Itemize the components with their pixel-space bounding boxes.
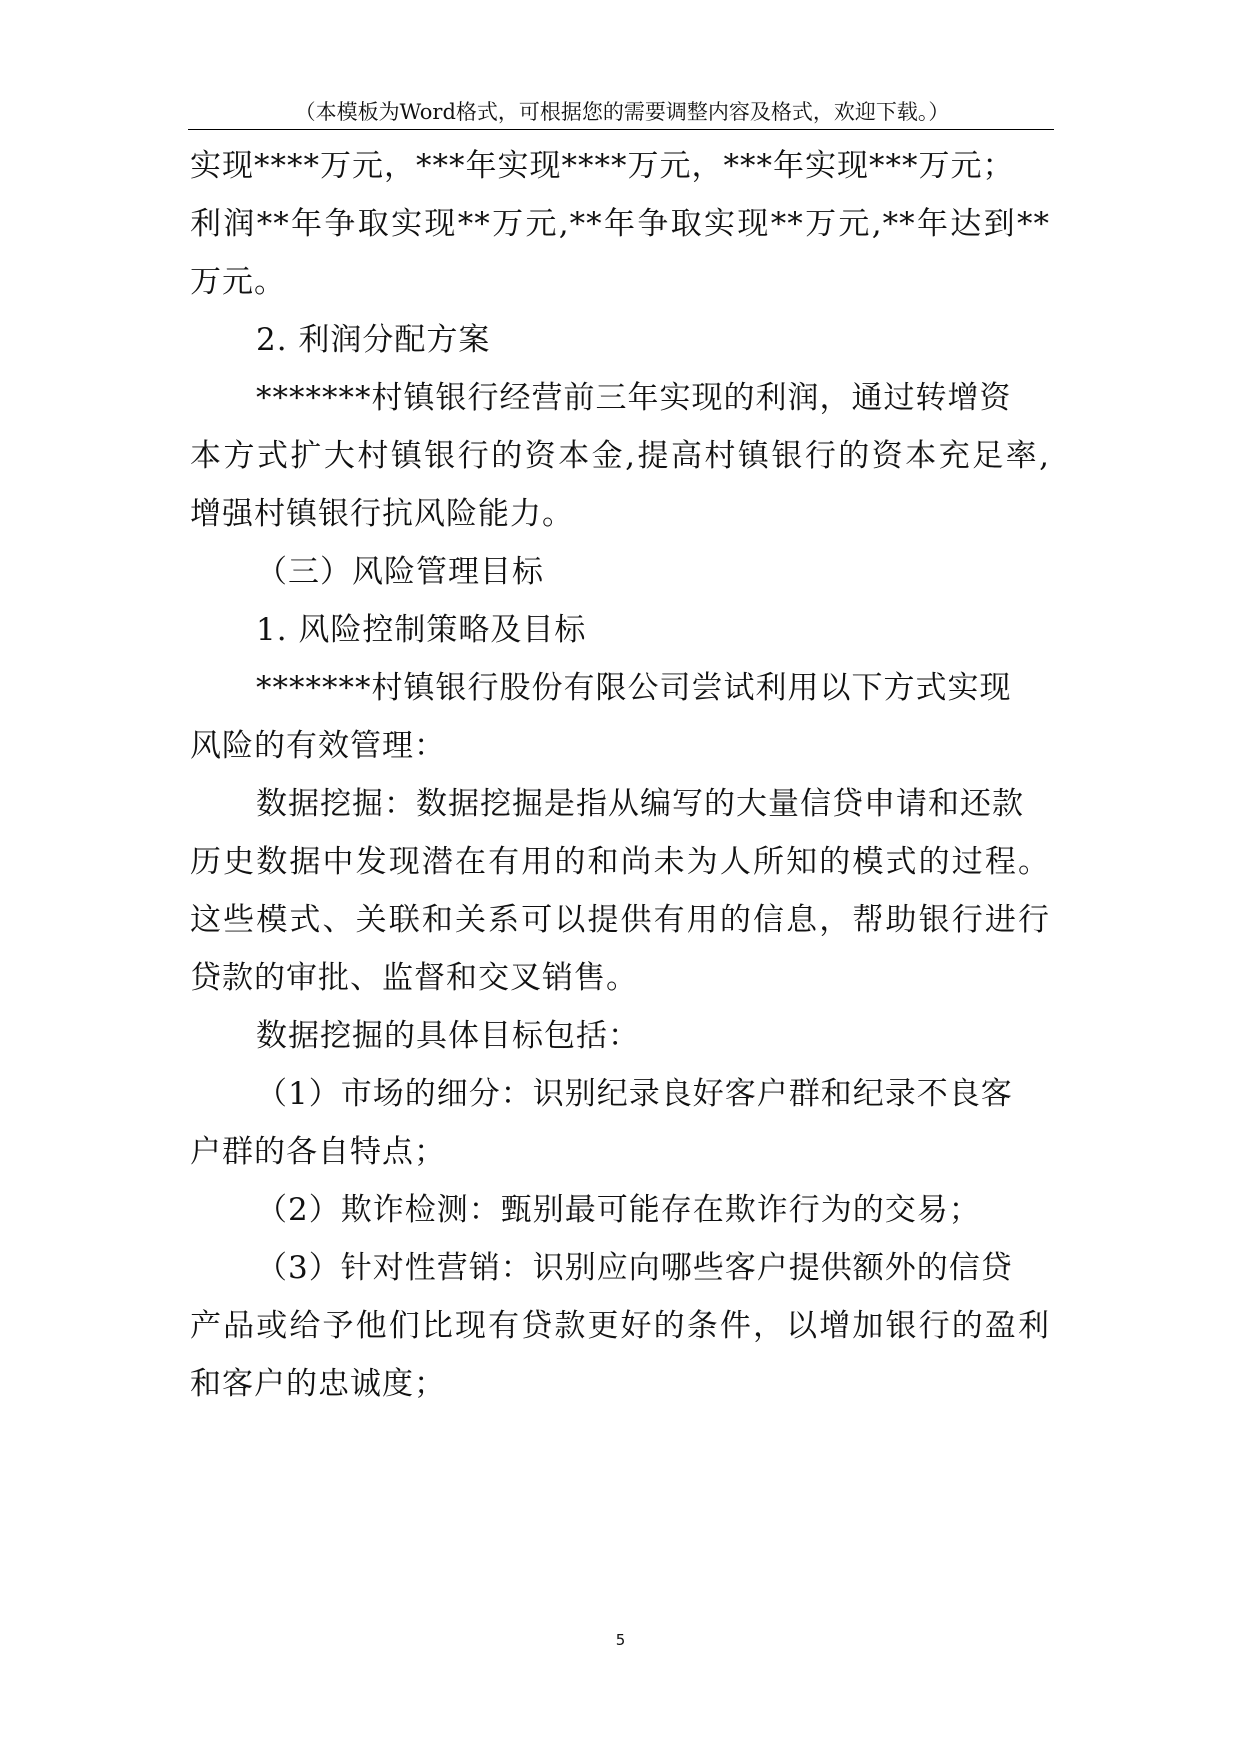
body-line: 风险的有效管理： [190,728,446,764]
subsection-heading: 1. 风险控制策略及目标 [256,612,587,648]
body-line: *******村镇银行股份有限公司尝试利用以下方式实现 [256,670,1012,706]
body-line: *******村镇银行经营前三年实现的利润，通过转增资 [256,380,1012,416]
body-line: 利润**年争取实现**万元,**年争取实现**万元,**年达到** [190,206,1050,242]
body-line: 历史数据中发现潜在有用的和尚未为人所知的模式的过程。 [190,844,1050,880]
body-line: 贷款的审批、监督和交叉销售。 [190,960,638,996]
body-line: 万元。 [190,264,286,300]
list-item-continued: 户群的各自特点； [190,1134,446,1170]
body-line: 实现****万元，***年实现****万元，***年实现***万元； [190,148,1015,184]
list-item: （1）市场的细分：识别纪录良好客户群和纪录不良客 [256,1076,1013,1112]
page-header: （本模板为Word格式，可根据您的需要调整内容及格式，欢迎下载。） [294,100,950,124]
page-number: 5 [615,1631,626,1649]
section-heading: （三）风险管理目标 [256,554,544,590]
body-line: 增强村镇银行抗风险能力。 [190,496,574,532]
body-line: 2. 利润分配方案 [256,322,491,358]
list-item-continued: 产品或给予他们比现有贷款更好的条件，以增加银行的盈利 [190,1308,1050,1344]
body-line: 这些模式、关联和关系可以提供有用的信息，帮助银行进行 [190,902,1050,938]
list-item: （3）针对性营销：识别应向哪些客户提供额外的信贷 [256,1250,1013,1286]
list-item-continued: 和客户的忠诚度； [190,1366,446,1402]
body-line: 数据挖掘：数据挖掘是指从编写的大量信贷申请和还款 [256,786,1024,822]
header-divider [188,129,1054,130]
body-line: 本方式扩大村镇银行的资本金,提高村镇银行的资本充足率, [190,438,1050,474]
list-item: （2）欺诈检测：甄别最可能存在欺诈行为的交易； [256,1192,981,1228]
body-line: 数据挖掘的具体目标包括： [256,1018,640,1054]
